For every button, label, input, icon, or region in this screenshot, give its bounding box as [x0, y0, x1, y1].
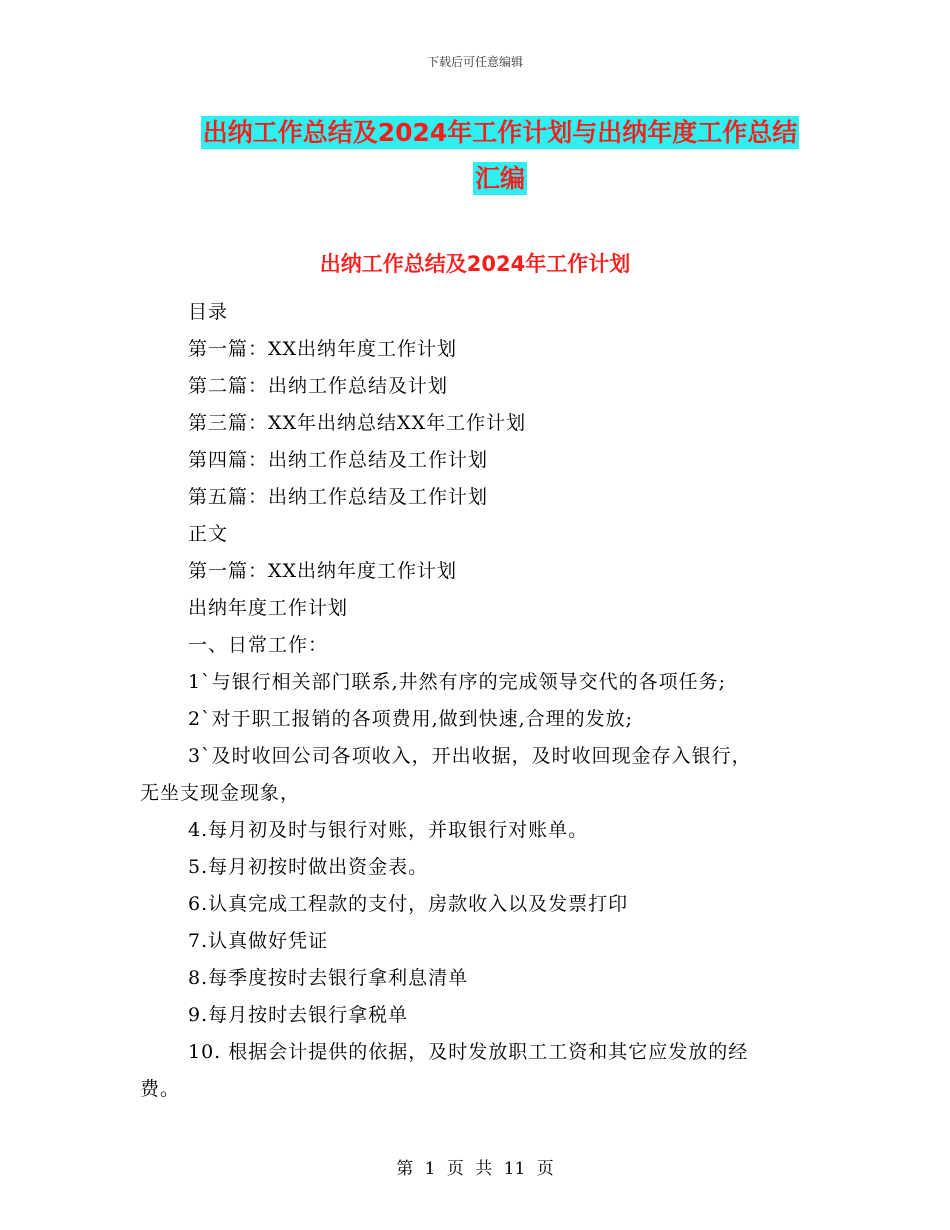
- paragraph: 3`及时收回公司各项收入，开出收据，及时收回现金存入银行，: [188, 745, 752, 767]
- paragraph-continuation: 费。: [140, 1078, 181, 1100]
- paragraph: 10. 根据会计提供的依据，及时发放职工工资和其它应发放的经: [188, 1041, 749, 1063]
- toc-heading: 目录: [188, 301, 229, 323]
- subtitle: 出纳年度工作计划: [188, 597, 349, 619]
- section-title: 出纳工作总结及2024年工作计划: [319, 252, 631, 276]
- title-line-2: 汇编: [474, 164, 525, 193]
- toc-item-3: 第三篇：XX年出纳总结XX年工作计划: [188, 412, 527, 434]
- toc-item-4: 第四篇：出纳工作总结及工作计划: [188, 449, 489, 471]
- main-text-heading: 正文: [188, 523, 229, 545]
- paragraph: 9.每月按时去银行拿税单: [188, 1004, 409, 1026]
- paragraph-continuation: 无坐支现金现象，: [140, 782, 301, 804]
- paragraph: 2`对于职工报销的各项费用,做到快速,合理的发放;: [188, 708, 634, 730]
- paragraph: 5.每月初按时做出资金表。: [188, 856, 429, 878]
- paragraph: 1`与银行相关部门联系,井然有序的完成领导交代的各项任务;: [188, 671, 727, 693]
- toc-item-2: 第二篇：出纳工作总结及计划: [188, 375, 449, 397]
- header-note: 下载后可任意编辑: [426, 55, 523, 69]
- toc-item-1: 第一篇：XX出纳年度工作计划: [188, 338, 458, 360]
- section-heading: 一、日常工作：: [188, 634, 329, 656]
- paragraph: 4.每月初及时与银行对账，并取银行对账单。: [188, 819, 589, 841]
- paragraph: 8.每季度按时去银行拿利息清单: [188, 967, 469, 989]
- paragraph: 7.认真做好凭证: [188, 930, 329, 952]
- document-title: [180, 110, 820, 202]
- toc-item-5: 第五篇：出纳工作总结及工作计划: [188, 486, 489, 508]
- paragraph: 6.认真完成工程款的支付，房款收入以及发票打印: [188, 893, 629, 915]
- page-footer: 第 1 页 共 11 页: [396, 1159, 554, 1179]
- title-line-1: 出纳工作总结及2024年工作计划与出纳年度工作总结: [202, 118, 798, 147]
- chapter-heading: 第一篇：XX出纳年度工作计划: [188, 560, 458, 582]
